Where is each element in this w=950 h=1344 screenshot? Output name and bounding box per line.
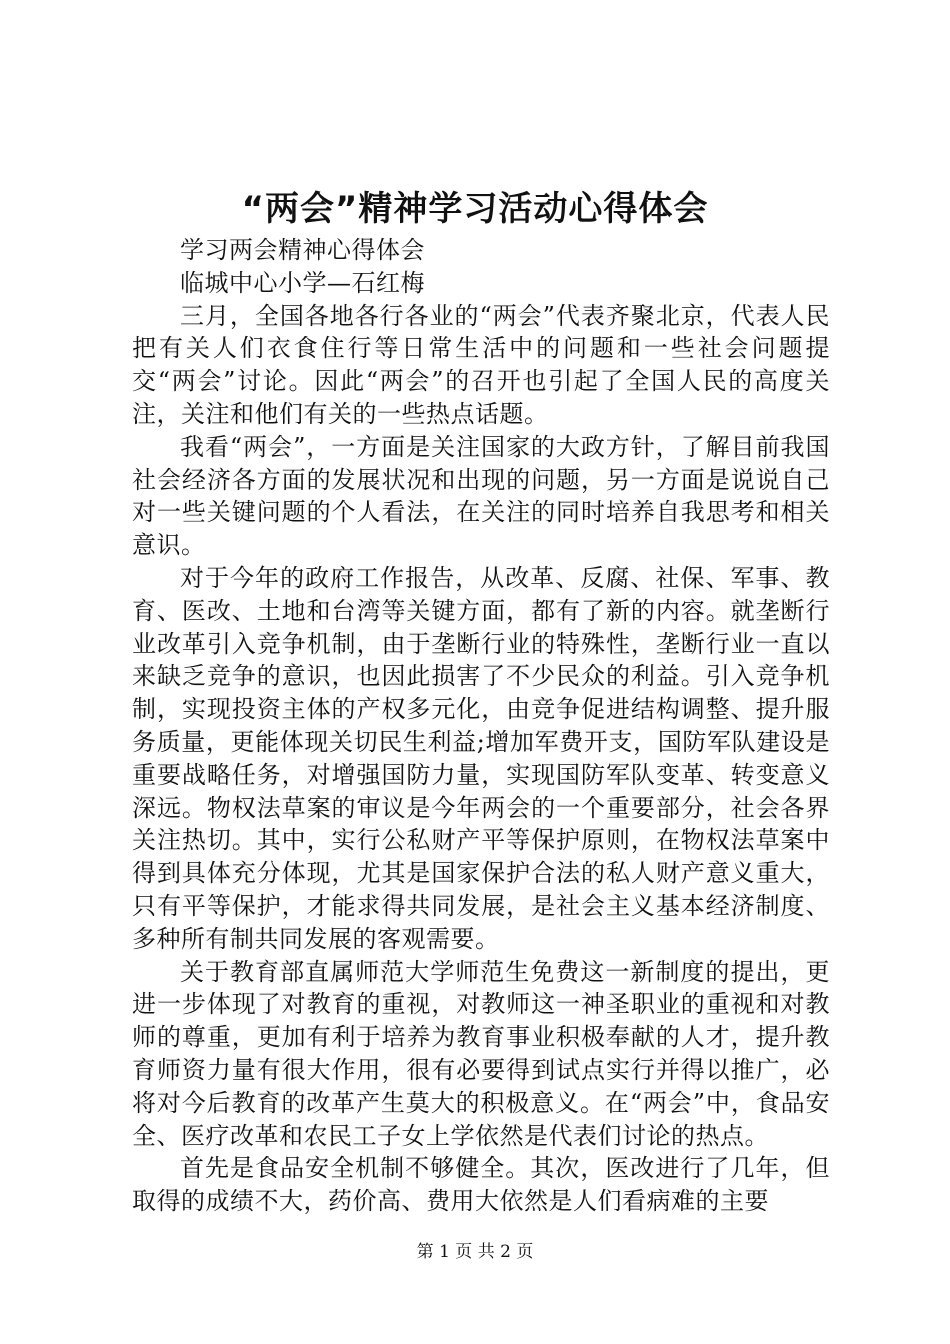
- author-line: 临城中心小学—石红梅: [180, 268, 425, 297]
- document-title: “两会”精神学习活动心得体会: [241, 189, 709, 229]
- paragraph: 对于今年的政府工作报告，从改革、反腐、社保、军事、教育、医改、土地和台湾等关键方面，都有了新的内容。就垄断行业改革引入竞争机制，由于垄断行业的特殊性，垄断行业一直以来缺乏竞争的意识，也因此损害了不少民众的利益。引入竞争机制，实现投资主体的产权多元化，由竞争促进结构调整、提升服务质量，更能体现关切民生利益;增加军费开支，国防军队建设是重要战略任务，对增强国防力量，实现国防军队变革、转变意义深远。物权法草案的审议是今年两会的一个重要部分，社会各界关注热切。其中，实行公私财产平等保护原则，在物权法草案中得到具体充分体现，尤其是国家保护合法的私人财产意义重大，只有平等保护，才能求得共同发展，是社会主义基本经济制度、多种所有制共同发展的客观需要。: [132, 563, 830, 953]
- subtitle-line: 学习两会精神心得体会: [180, 236, 425, 264]
- page-footer: 第 1 页 共 2 页: [416, 1242, 534, 1262]
- paragraph: 首先是食品安全机制不够健全。其次，医改进行了几年，但取得的成绩不大，药价高、费用大依然是人们看病难的主要: [132, 1154, 830, 1216]
- paragraph: 三月，全国各地各行各业的“两会”代表齐聚北京，代表人民把有关人们衣食住行等日常生活中的问题和一些社会问题提交“两会”讨论。因此“两会”的召开也引起了全国人民的高度关注，关注和他们有关的一些热点话题。: [132, 301, 830, 428]
- paragraph: 我看“两会”，一方面是关注国家的大政方针，了解目前我国社会经济各方面的发展状况和出现的问题，另一方面是说说自己对一些关键问题的个人看法，在关注的同时培养自我思考和相关意识。: [132, 432, 830, 560]
- paragraph: 关于教育部直属师范大学师范生免费这一新制度的提出，更进一步体现了对教育的重视，对教师这一神圣职业的重视和对教师的尊重，更加有利于培养为教育事业积极奉献的人才，提升教育师资力量有很大作用，很有必要得到试点实行并得以推广，必将对今后教育的改革产生莫大的积极意义。在“两会”中，食品安全、医疗改革和农民工子女上学依然是代表们讨论的热点。: [132, 957, 830, 1150]
- document-body: [132, 234, 830, 1218]
